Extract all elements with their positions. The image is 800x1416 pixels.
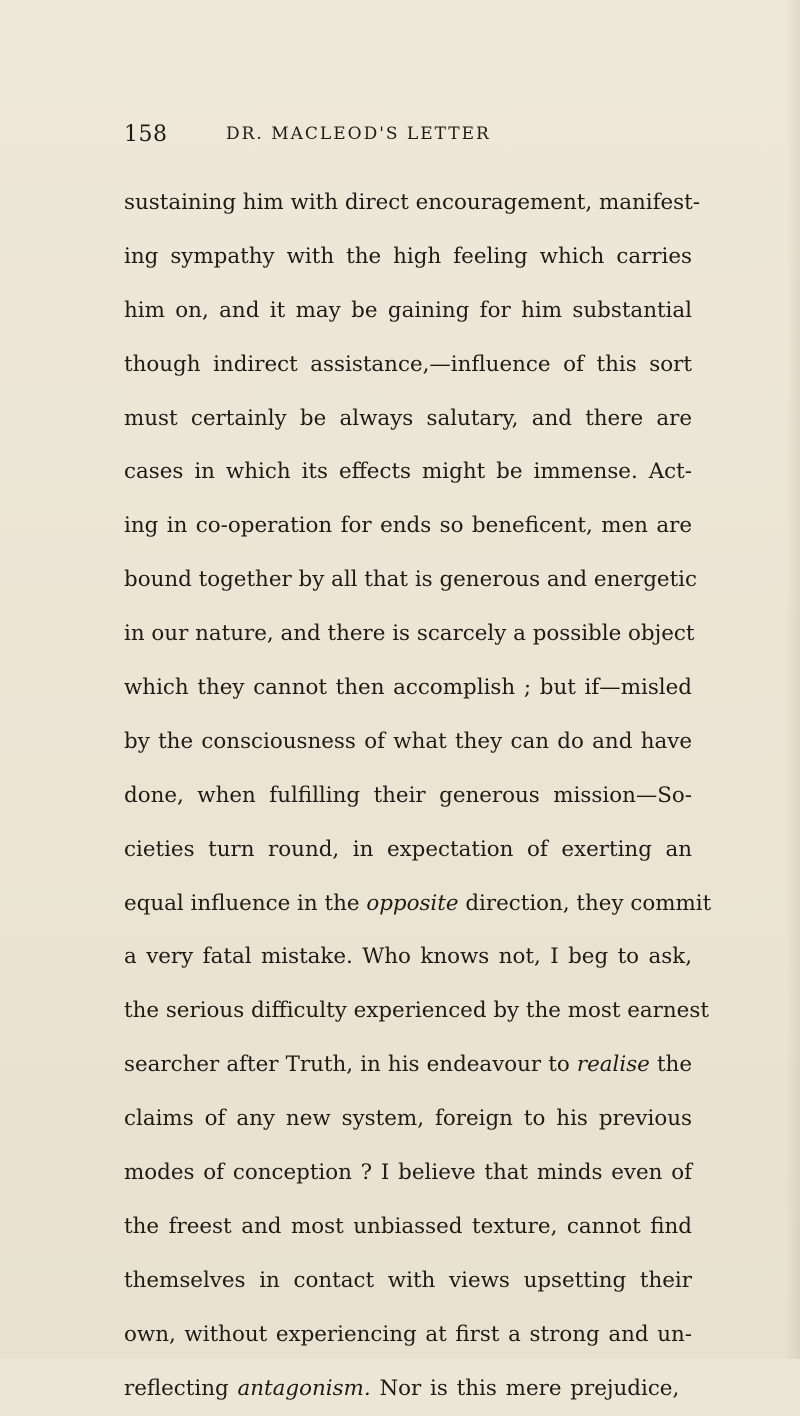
text-line: searcher after Truth, in his endeavour to realise the: [124, 1052, 692, 1078]
italic-word: opposite: [366, 890, 459, 916]
text-line: reflecting antagonism. Nor is this mere prejudice,: [124, 1375, 680, 1401]
text-line: ing in co-operation for ends so beneficent, men are: [124, 513, 692, 539]
page-number: 158: [124, 122, 168, 147]
text-line: bound together by all that is generous and energetic: [124, 567, 698, 593]
text-line: cases in which its effects might be immense. Act-: [124, 459, 692, 485]
page-edge-shadow: [786, 0, 800, 1359]
text-line: must certainly be always salutary, and there are: [124, 405, 692, 431]
text-line: equal influence in the opposite direction, they commit: [124, 890, 712, 916]
text-line: the serious difficulty experienced by the most earnest: [124, 998, 709, 1024]
text-line: cieties turn round, in expectation of exerting an: [124, 836, 692, 862]
text-line: modes of conception ? I believe that minds even of: [124, 1160, 692, 1186]
italic-word: realise: [576, 1052, 650, 1078]
italic-word: antagonism.: [237, 1375, 371, 1401]
text-line: which they cannot then accomplish ; but if—misled: [124, 675, 692, 701]
text-line: claims of any new system, foreign to his previous: [124, 1106, 692, 1132]
text-line: done, when fulfilling their generous mission—So-: [124, 782, 692, 808]
running-title: DR. MACLEOD'S LETTER: [226, 124, 491, 144]
text-line: themselves in contact with views upsetting their: [124, 1267, 692, 1293]
text-line: ing sympathy with the high feeling which carries: [124, 243, 692, 269]
running-head: [124, 122, 684, 152]
body-text: [124, 176, 712, 1415]
text-line: own, without experiencing at first a strong and un-: [124, 1321, 692, 1347]
text-line: him on, and it may be gaining for him substantial: [124, 297, 692, 323]
text-line: though indirect assistance,—influence of this sort: [124, 351, 692, 377]
text-line: a very fatal mistake. Who knows not, I beg to ask,: [124, 944, 692, 970]
text-line: in our nature, and there is scarcely a possible object: [124, 621, 695, 647]
text-line: sustaining him with direct encouragement, manifest-: [124, 190, 700, 215]
text-line: the freest and most unbiassed texture, cannot find: [124, 1213, 692, 1239]
text-line: by the consciousness of what they can do and have: [124, 728, 692, 754]
